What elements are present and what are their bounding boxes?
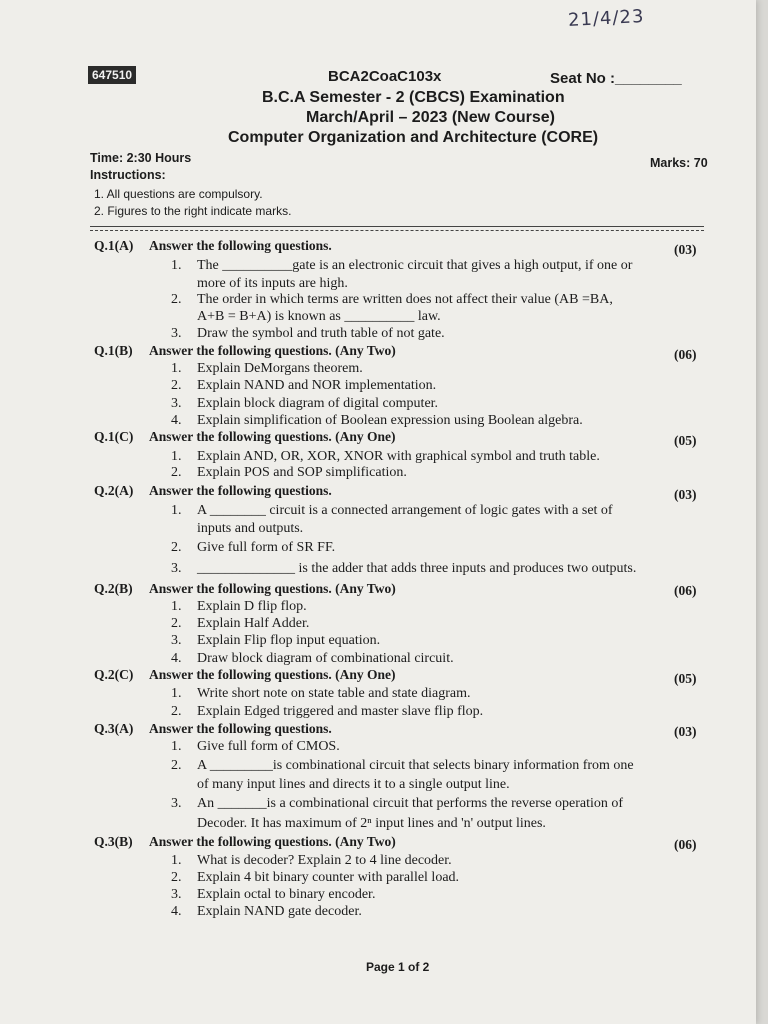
question-item: [171, 413, 583, 429]
item-text: Explain Flip flop input equation.: [197, 633, 381, 648]
item-number: 4.: [171, 413, 182, 428]
item-text-continued: of many input lines and directs it to a single output line.: [197, 777, 510, 792]
item-number: 1.: [171, 686, 182, 701]
item-number: 3.: [171, 326, 182, 341]
item-number: 2.: [171, 378, 182, 393]
header-divider: [90, 226, 704, 227]
question-item: [171, 758, 634, 774]
question-title: Answer the following questions. (Any Two): [149, 834, 396, 849]
question-title: Answer the following questions. (Any Two): [149, 343, 396, 358]
handwritten-date: 21/4/23: [567, 6, 645, 31]
item-text: Explain D flip flop.: [197, 599, 307, 614]
question-item: [171, 378, 436, 394]
course-code: BCA2CoaC103x: [328, 68, 442, 85]
item-text-continued: Decoder. It has maximum of 2ⁿ input lines and 'n' output lines.: [197, 816, 546, 831]
item-number: 2.: [171, 292, 182, 307]
subject-title: Computer Organization and Architecture (CORE): [228, 129, 599, 146]
item-text: A _________is combinational circuit that selects binary information from one: [197, 758, 634, 773]
item-text: Explain DeMorgans theorem.: [197, 361, 363, 376]
item-number: 2.: [171, 616, 182, 631]
item-text: What is decoder? Explain 2 to 4 line decoder.: [197, 853, 452, 868]
item-text: Give full form of SR FF.: [197, 540, 336, 555]
question-label: Q.1(B): [94, 343, 133, 358]
question-marks: (06): [674, 347, 697, 362]
question-title: Answer the following questions. (Any One): [149, 667, 396, 682]
item-text: Explain simplification of Boolean expression using Boolean algebra.: [197, 413, 583, 428]
item-number: 1.: [171, 739, 182, 754]
question-title: Answer the following questions.: [149, 483, 332, 498]
item-text: Explain NAND gate decoder.: [197, 904, 362, 919]
item-text-continued: inputs and outputs.: [197, 521, 304, 536]
paper-code-badge: 647510: [88, 66, 136, 84]
question-marks: (06): [674, 837, 697, 852]
item-number: 1.: [171, 449, 182, 464]
item-number: 1.: [171, 853, 182, 868]
question-item: [171, 540, 335, 556]
question-marks: (03): [674, 487, 697, 502]
item-number: 2.: [171, 540, 182, 555]
question-marks: (05): [674, 433, 697, 448]
item-number: 3.: [171, 887, 182, 902]
time-allowed: Time: 2:30 Hours: [90, 151, 192, 165]
item-number: 1.: [171, 361, 182, 376]
question-label: Q.1(A): [94, 238, 134, 253]
question-item: [171, 503, 613, 519]
question-item: [171, 796, 623, 812]
item-text: A ________ circuit is a connected arrangement of logic gates with a set of: [197, 503, 613, 518]
item-number: 2.: [171, 758, 182, 773]
question-item: [171, 853, 452, 869]
item-text: Write short note on state table and state diagram.: [197, 686, 471, 701]
item-number: 1.: [171, 258, 182, 273]
item-text: Explain 4 bit binary counter with parallel load.: [197, 870, 460, 885]
question-item: [171, 361, 363, 377]
item-text-continued: more of its inputs are high.: [197, 276, 348, 291]
question-label: Q.2(C): [94, 667, 134, 682]
item-number: 4.: [171, 651, 182, 666]
question-label: Q.3(B): [94, 834, 133, 849]
item-number: 1.: [171, 599, 182, 614]
item-number: 4.: [171, 904, 182, 919]
item-text: Draw the symbol and truth table of not gate.: [197, 326, 445, 341]
question-marks: (03): [674, 242, 697, 257]
item-text: Explain NAND and NOR implementation.: [197, 378, 437, 393]
item-number: 1.: [171, 503, 182, 518]
item-text: An _______is a combinational circuit that performs the reverse operation of: [197, 796, 624, 811]
question-item: [171, 887, 375, 903]
question-item: [171, 704, 483, 720]
item-number: 3.: [171, 796, 182, 811]
item-number: 2.: [171, 465, 182, 480]
question-item: [171, 651, 454, 667]
item-text: Explain octal to binary encoder.: [197, 887, 376, 902]
item-text: Explain Edged triggered and master slave flip flop.: [197, 704, 484, 719]
item-number: 2.: [171, 870, 182, 885]
item-text: Explain block diagram of digital computer.: [197, 396, 439, 411]
item-text: Explain Half Adder.: [197, 616, 310, 631]
item-text: Give full form of CMOS.: [197, 739, 340, 754]
item-text: Explain AND, OR, XOR, XNOR with graphical symbol and truth table.: [197, 449, 600, 464]
item-text: ______________ is the adder that adds three inputs and produces two outputs.: [197, 561, 637, 576]
question-marks: (05): [674, 671, 697, 686]
item-text: Explain POS and SOP simplification.: [197, 465, 407, 480]
question-item: [171, 686, 471, 702]
total-marks: Marks: 70: [650, 156, 708, 170]
item-text: Draw block diagram of combinational circuit.: [197, 651, 454, 666]
question-item: [171, 616, 309, 632]
page-number-footer: Page 1 of 2: [366, 960, 430, 974]
instruction-line: 2. Figures to the right indicate marks.: [94, 204, 292, 218]
item-number: 3.: [171, 396, 182, 411]
exam-title: B.C.A Semester - 2 (CBCS) Examination: [262, 89, 565, 106]
question-item: [171, 599, 307, 615]
question-item: [171, 561, 636, 577]
question-title: Answer the following questions.: [149, 721, 332, 736]
question-item: [171, 904, 362, 920]
question-title: Answer the following questions. (Any One): [149, 429, 396, 444]
seat-number-label: Seat No :________: [550, 70, 682, 87]
item-text: The __________gate is an electronic circuit that gives a high output, if one or: [197, 258, 633, 273]
question-item: [171, 326, 445, 342]
question-item: [171, 396, 438, 412]
question-item: [171, 739, 340, 755]
question-item: [171, 449, 600, 465]
question-title: Answer the following questions.: [149, 238, 332, 253]
question-label: Q.2(B): [94, 581, 133, 596]
item-text: The order in which terms are written does not affect their value (AB =BA,: [197, 292, 613, 307]
question-marks: (06): [674, 583, 697, 598]
question-item: [171, 465, 407, 481]
question-item: [171, 870, 459, 886]
question-marks: (03): [674, 724, 697, 739]
exam-session: March/April – 2023 (New Course): [306, 109, 555, 126]
instructions-heading: Instructions:: [90, 168, 166, 182]
question-label: Q.2(A): [94, 483, 134, 498]
question-label: Q.3(A): [94, 721, 134, 736]
question-item: [171, 292, 613, 308]
item-number: 2.: [171, 704, 182, 719]
question-label: Q.1(C): [94, 429, 134, 444]
question-item: [171, 633, 380, 649]
instruction-line: 1. All questions are compulsory.: [94, 187, 263, 201]
header-divider-dashed: [90, 230, 704, 231]
item-number: 3.: [171, 633, 182, 648]
item-text-continued: A+B = B+A) is known as __________ law.: [197, 309, 441, 324]
question-item: [171, 258, 632, 274]
question-title: Answer the following questions. (Any Two): [149, 581, 396, 596]
item-number: 3.: [171, 561, 182, 576]
